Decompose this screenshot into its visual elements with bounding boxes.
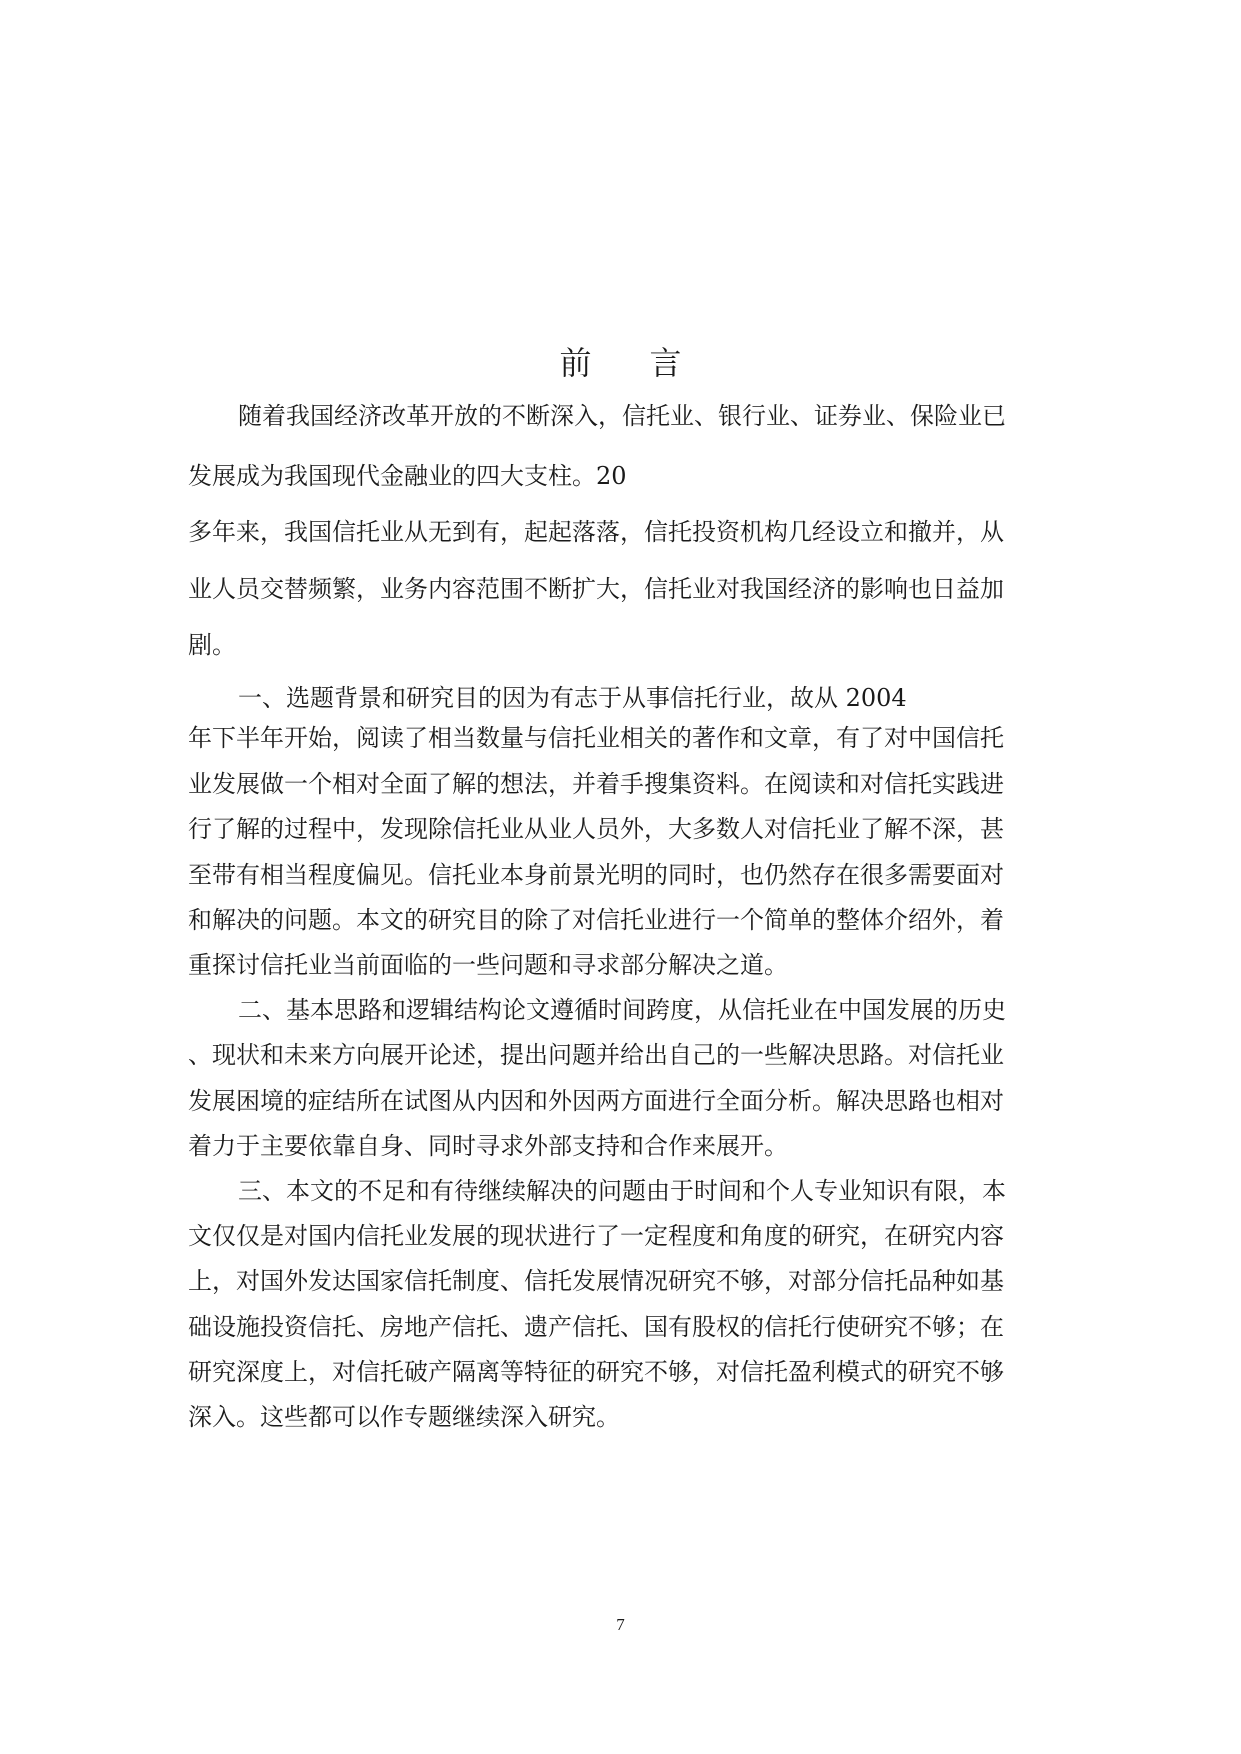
- section1-line-6: 和解决的问题。本文的研究目的除了对信托业进行一个简单的整体介绍外，着: [188, 906, 1004, 934]
- section2-line-1: 二、基本思路和逻辑结构论文遵循时间跨度，从信托业在中国发展的历史: [238, 996, 1006, 1024]
- intro-line-2: 发展成为我国现代金融业的四大支柱。20: [188, 462, 627, 490]
- intro-line-4: 业人员交替频繁，业务内容范围不断扩大，信托业对我国经济的影响也日益加: [188, 575, 1004, 603]
- section3-line-6: 深入。这些都可以作专题继续深入研究。: [188, 1403, 620, 1431]
- section1-line-5: 至带有相当程度偏见。信托业本身前景光明的同时，也仍然存在很多需要面对: [188, 861, 1004, 889]
- section3-line-5: 研究深度上，对信托破产隔离等特征的研究不够，对信托盈利模式的研究不够: [188, 1358, 1004, 1386]
- section1-line-2: 年下半年开始，阅读了相当数量与信托业相关的著作和文章，有了对中国信托: [188, 724, 1004, 752]
- section1-line-3: 业发展做一个相对全面了解的想法，并着手搜集资料。在阅读和对信托实践进: [188, 770, 1004, 798]
- section3-line-2: 文仅仅是对国内信托业发展的现状进行了一定程度和角度的研究，在研究内容: [188, 1222, 1004, 1250]
- section2-line-4: 着力于主要依靠自身、同时寻求外部支持和合作来展开。: [188, 1132, 788, 1160]
- title-char-1: 前: [559, 344, 592, 382]
- page-title: [0, 343, 1241, 383]
- title-char-2: 言: [649, 344, 682, 382]
- section3-line-1: 三、本文的不足和有待继续解决的问题由于时间和个人专业知识有限，本: [238, 1177, 1006, 1205]
- section1-line-4: 行了解的过程中，发现除信托业从业人员外，大多数人对信托业了解不深，甚: [188, 815, 1004, 843]
- section1-line-7: 重探讨信托业当前面临的一些问题和寻求部分解决之道。: [188, 951, 788, 979]
- page-number: 7: [616, 1615, 625, 1634]
- intro-line-1: 随着我国经济改革开放的不断深入，信托业、银行业、证券业、保险业已: [238, 402, 1006, 430]
- section3-line-3: 上，对国外发达国家信托制度、信托发展情况研究不够，对部分信托品种如基: [188, 1267, 1004, 1295]
- section2-line-2: 、现状和未来方向展开论述，提出问题并给出自己的一些解决思路。对信托业: [188, 1041, 1004, 1069]
- section2-line-3: 发展困境的症结所在试图从内因和外因两方面进行全面分析。解决思路也相对: [188, 1087, 1004, 1115]
- intro-line-3: 多年来，我国信托业从无到有，起起落落，信托投资机构几经设立和撤并，从: [188, 518, 1004, 546]
- section3-line-4: 础设施投资信托、房地产信托、遗产信托、国有股权的信托行使研究不够；在: [188, 1313, 1004, 1341]
- intro-line-5: 剧。: [188, 631, 236, 659]
- section1-line-1: 一、选题背景和研究目的因为有志于从事信托行业，故从 2004: [238, 684, 907, 712]
